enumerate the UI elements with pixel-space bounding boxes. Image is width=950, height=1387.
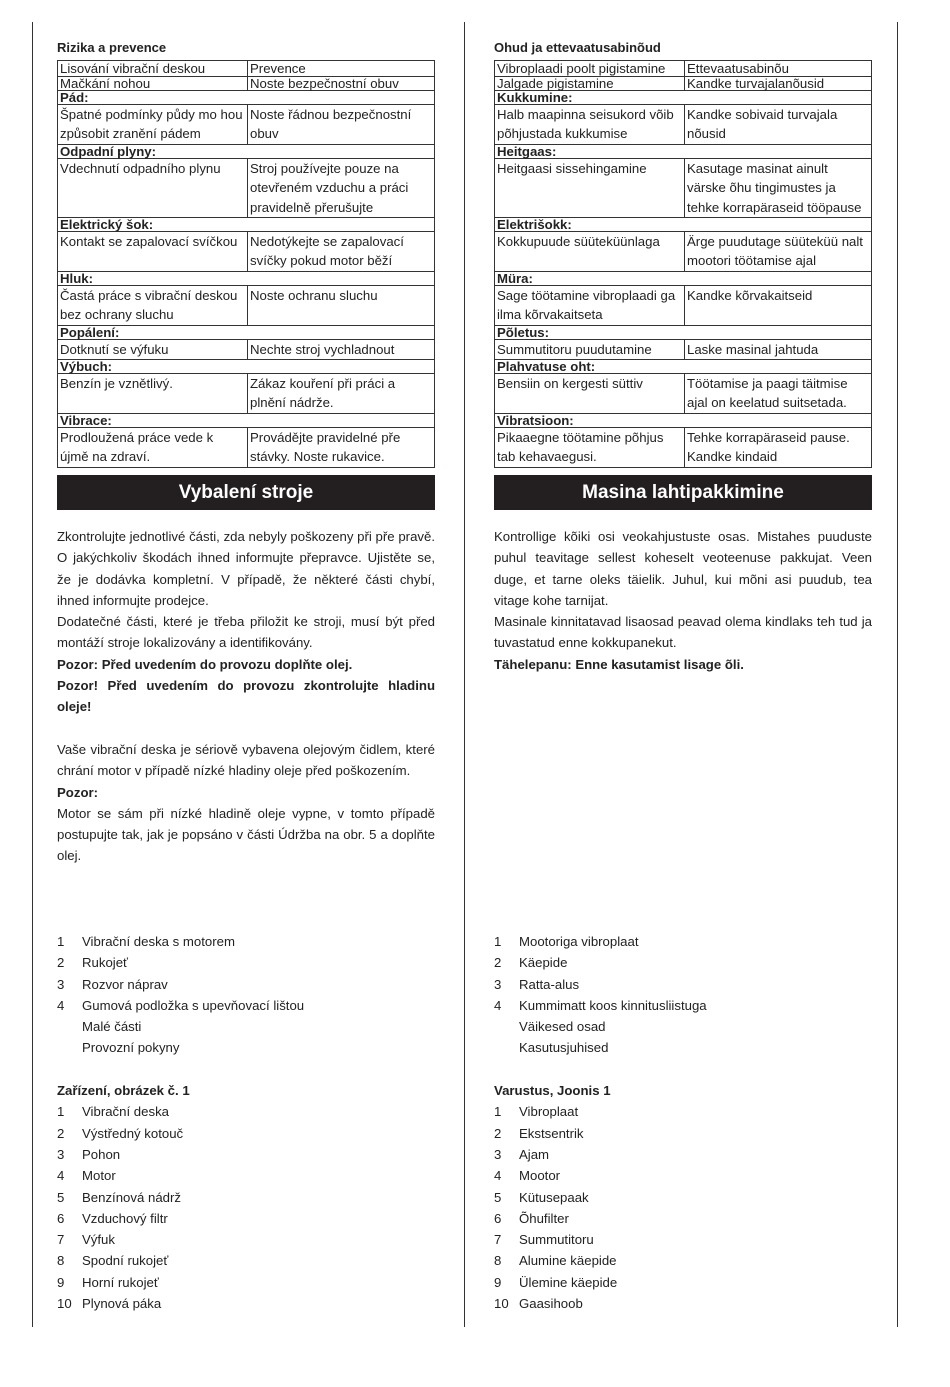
- risk-table-row: [495, 339, 872, 359]
- risk-group-heading: Hluk:: [58, 271, 435, 285]
- risk-table-header-cell: Ettevaatusabinõu: [685, 61, 872, 77]
- risk-group-row: [58, 144, 435, 158]
- risk-cell: Kasutage masinat ainult värske õhu tingimustes ja tehke korrapäraseid tööpause: [685, 158, 872, 217]
- item-text: Výfuk: [82, 1232, 115, 1248]
- delivery-extra-item: Väikesed osad: [519, 1019, 606, 1035]
- risk-group-heading: Elektrický šok:: [58, 218, 435, 232]
- left-margin-rule: [32, 22, 33, 1327]
- delivery-list-item: [57, 931, 435, 952]
- risk-group-row: [495, 325, 872, 339]
- item-text: Alumine käepide: [519, 1253, 617, 1269]
- risk-group-heading: Pád:: [58, 91, 435, 105]
- paragraph: Zkontrolujte jednotlivé části, zda nebyly poškozeny při pře pravě. O jakýchkoliv škodách ihned informujte přepravce. Ujistěte se, že je dodávka kompletní. V případě, že některé části chybí, ihned informujte prodejce.: [57, 529, 435, 608]
- delivery-list: [57, 931, 435, 1314]
- item-number: 4: [57, 1168, 65, 1184]
- equipment-list-item: [494, 1187, 872, 1208]
- risk-group-heading: Vibratsioon:: [495, 413, 872, 427]
- item-number: 9: [57, 1274, 65, 1290]
- risk-group-heading: Elektrišokk:: [495, 218, 872, 232]
- paragraph: Kontrollige kõiki osi veokahjustuste osas. Mistahes puuduste puhul teavitage sellest koheselt veoteenuse pakkujat. Veen duge, et tarne oleks täielik. Juhul, kui mõni asi puudub, tea vitage kohe tarnijat.: [494, 529, 872, 608]
- risk-cell: Bensiin on kergesti süttiv: [495, 374, 685, 414]
- risk-group-heading: Výbuch:: [58, 360, 435, 374]
- equipment-list-item: [57, 1229, 435, 1250]
- risk-group-row: [495, 144, 872, 158]
- item-text: Vibrační deska: [82, 1104, 169, 1120]
- item-number: 6: [494, 1210, 502, 1226]
- equipment-list-item: [57, 1144, 435, 1165]
- risk-table-row: [495, 285, 872, 325]
- item-number: 1: [57, 934, 65, 949]
- risk-table-row: [495, 232, 872, 272]
- delivery-list-item: [494, 931, 872, 952]
- equipment-list-item: [494, 1101, 872, 1122]
- risk-table-row: [495, 77, 872, 91]
- risk-cell: Töötamise ja paagi täitmise ajal on keelatud suitsetada.: [685, 374, 872, 414]
- item-text: Spodní rukojeť: [82, 1253, 169, 1269]
- risk-cell: Nechte stroj vychladnout: [248, 339, 435, 359]
- risk-group-row: [58, 360, 435, 374]
- item-number: 2: [494, 1125, 502, 1141]
- item-text: Výstředný kotouč: [82, 1125, 184, 1141]
- equipment-list-item: [57, 1101, 435, 1122]
- item-number: 1: [494, 934, 502, 949]
- risk-cell: Noste bezpečnostní obuv: [248, 77, 435, 91]
- item-number: 7: [494, 1232, 502, 1248]
- item-text: Kummimatt koos kinnitusliistuga: [519, 997, 707, 1013]
- delivery-list-item: [494, 995, 872, 1016]
- risk-group-row: [58, 413, 435, 427]
- item-number: 10: [57, 1296, 72, 1312]
- equipment-title: Varustus, Joonis 1: [494, 1083, 611, 1099]
- warning-paragraph: Pozor! Před uvedením do provozu zkontrolujte hladinu oleje!: [57, 678, 435, 715]
- risk-cell: Špatné podmínky půdy mo hou způsobit zranění pádem: [58, 105, 248, 145]
- risk-table-row: [58, 158, 435, 217]
- item-text: Motor: [82, 1168, 116, 1184]
- unpacking-text: [57, 526, 435, 867]
- risk-cell: Tehke korrapäraseid pause. Kandke kindaid: [685, 427, 872, 467]
- item-number: 1: [57, 1104, 65, 1120]
- item-number: 8: [494, 1253, 502, 1269]
- risk-table-header-cell: Lisování vibrační deskou: [58, 61, 248, 77]
- item-text: Ülemine käepide: [519, 1274, 618, 1290]
- risk-table-row: [58, 285, 435, 325]
- risk-table-row: [495, 427, 872, 467]
- item-text: Horní rukojeť: [82, 1274, 159, 1290]
- item-text: Rukojeť: [82, 955, 128, 971]
- item-text: Ajam: [519, 1146, 550, 1162]
- item-number: 10: [494, 1296, 509, 1312]
- risk-group-heading: Heitgaas:: [495, 144, 872, 158]
- right-margin-rule: [897, 22, 898, 1327]
- risk-table-row: [495, 105, 872, 145]
- risk-cell: Častá práce s vibrační deskou bez ochrany sluchu: [58, 285, 248, 325]
- equipment-list-item: [494, 1165, 872, 1186]
- item-number: 5: [57, 1189, 65, 1205]
- item-text: Rozvor náprav: [82, 976, 168, 992]
- risk-group-row: [58, 325, 435, 339]
- risk-table-row: [58, 339, 435, 359]
- risk-cell: Pikaaegne töötamine põhjus tab kehavaegusi.: [495, 427, 685, 467]
- risk-group-row: [58, 218, 435, 232]
- unpacking-banner: Vybalení stroje: [57, 475, 435, 510]
- item-number: 5: [494, 1189, 502, 1205]
- risk-cell: Nedotýkejte se zapalovací svíčky pokud motor běží: [248, 232, 435, 272]
- risk-table-row: [495, 158, 872, 217]
- risk-table: [57, 60, 435, 468]
- risk-cell: Kontakt se zapalovací svíčkou: [58, 232, 248, 272]
- risk-table-header-cell: Vibroplaadi poolt pigistamine: [495, 61, 685, 77]
- item-number: 4: [494, 997, 502, 1013]
- delivery-extra-item: Malé části: [82, 1019, 142, 1035]
- left-column: [57, 40, 435, 468]
- risk-cell: Kokkupuude süüteküünlaga: [495, 232, 685, 272]
- item-text: Ekstsentrik: [519, 1125, 584, 1141]
- item-number: 4: [57, 997, 65, 1013]
- item-number: 2: [494, 955, 502, 971]
- item-text: Vibroplaat: [519, 1104, 579, 1120]
- equipment-title: Zařízení, obrázek č. 1: [57, 1083, 190, 1099]
- delivery-list-item: [494, 952, 872, 973]
- delivery-extra-item: Provozní pokyny: [82, 1040, 180, 1056]
- risk-table-row: [58, 232, 435, 272]
- item-number: 3: [494, 1146, 502, 1162]
- paragraph: Dodatečné části, které je třeba přiložit ke stroji, musí být před montáží stroje lokalizovány a identifikovány.: [57, 614, 435, 651]
- center-divider-rule: [464, 22, 465, 1327]
- equipment-list-item: [57, 1123, 435, 1144]
- delivery-list-item: [57, 952, 435, 973]
- delivery-extra-item: Kasutusjuhised: [519, 1040, 609, 1056]
- paragraph: Motor se sám při nízké hladině oleje vypne, v tomto případě postupujte tak, jak je popsáno v části Údržba na obr. 5 a doplňte olej.: [57, 805, 435, 864]
- delivery-list-item: [57, 974, 435, 995]
- item-text: Käepide: [519, 955, 568, 971]
- risk-table: [494, 60, 872, 468]
- risk-group-row: [495, 271, 872, 285]
- risk-group-row: [495, 91, 872, 105]
- risk-cell: Heitgaasi sissehingamine: [495, 158, 685, 217]
- risk-group-heading: Popálení:: [58, 325, 435, 339]
- risk-cell: Provádějte pravidelné pře stávky. Noste rukavice.: [248, 427, 435, 467]
- risk-section-title: Ohud ja ettevaatusabinõud: [494, 40, 661, 55]
- risk-cell: Summutitoru puudutamine: [495, 339, 685, 359]
- warning-paragraph: Pozor:: [57, 784, 99, 800]
- warning-paragraph: Tähelepanu: Enne kasutamist lisage õli.: [494, 656, 744, 672]
- risk-group-row: [495, 360, 872, 374]
- risk-group-heading: Kukkumine:: [495, 91, 872, 105]
- risk-table-row: [58, 105, 435, 145]
- delivery-list: [494, 931, 872, 1314]
- risk-cell: Benzín je vznětlivý.: [58, 374, 248, 414]
- paragraph: Masinale kinnitatavad lisaosad peavad olema kindlaks teh tud ja tuvastatud enne kokkupanekut.: [494, 614, 872, 651]
- risk-table-row: [58, 374, 435, 414]
- risk-group-row: [58, 91, 435, 105]
- item-number: 6: [57, 1210, 65, 1226]
- risk-group-heading: Odpadní plyny:: [58, 144, 435, 158]
- item-text: Gaasihoob: [519, 1296, 583, 1312]
- risk-group-heading: Põletus:: [495, 325, 872, 339]
- item-text: Mootoriga vibroplaat: [519, 934, 639, 949]
- delivery-list-item: [57, 995, 435, 1016]
- equipment-list-item: [57, 1293, 435, 1314]
- risk-cell: Prodloužená práce vede k újmě na zdraví.: [58, 427, 248, 467]
- item-text: Plynová páka: [82, 1296, 162, 1312]
- equipment-list-item: [57, 1208, 435, 1229]
- risk-cell: Stroj používejte pouze na otevřeném vzduchu a práci pravidelně přerušujte: [248, 158, 435, 217]
- risk-cell: Kandke kõrvakaitseid: [685, 285, 872, 325]
- risk-table-row: [58, 427, 435, 467]
- risk-cell: Sage töötamine vibroplaadi ga ilma kõrvakaitseta: [495, 285, 685, 325]
- item-text: Õhufilter: [519, 1210, 569, 1226]
- risk-cell: Kandke turvajalanõusid: [685, 77, 872, 91]
- equipment-list-item: [494, 1144, 872, 1165]
- equipment-list-item: [57, 1272, 435, 1293]
- risk-table-row: [58, 77, 435, 91]
- item-text: Ratta-alus: [519, 976, 580, 992]
- risk-cell: Zákaz kouření při práci a plnění nádrže.: [248, 374, 435, 414]
- risk-cell: Jalgade pigistamine: [495, 77, 685, 91]
- delivery-list-item: [494, 974, 872, 995]
- risk-group-row: [495, 218, 872, 232]
- risk-cell: Kandke sobivaid turvajala nõusid: [685, 105, 872, 145]
- equipment-list-item: [494, 1123, 872, 1144]
- risk-group-heading: Vibrace:: [58, 413, 435, 427]
- item-number: 4: [494, 1168, 502, 1184]
- paragraph-spacer: [57, 718, 435, 739]
- risk-table-header-row: [58, 61, 435, 77]
- risk-section-title: Rizika a prevence: [57, 40, 167, 55]
- item-number: 2: [57, 955, 65, 971]
- risk-table-header-cell: Prevence: [248, 61, 435, 77]
- item-text: Kütusepaak: [519, 1189, 589, 1205]
- item-text: Pohon: [82, 1146, 121, 1162]
- equipment-list-item: [494, 1250, 872, 1271]
- risk-cell: Dotknutí se výfuku: [58, 339, 248, 359]
- risk-group-row: [58, 271, 435, 285]
- item-text: Vibrační deska s motorem: [82, 934, 235, 949]
- risk-cell: Noste ochranu sluchu: [248, 285, 435, 325]
- item-number: 3: [57, 1146, 65, 1162]
- risk-cell: Vdechnutí odpadního plynu: [58, 158, 248, 217]
- item-number: 7: [57, 1232, 65, 1248]
- equipment-list-item: [57, 1187, 435, 1208]
- paragraph: Vaše vibrační deska je sériově vybavena olejovým čidlem, které chrání motor v případě nízké hladiny oleje před poškozením.: [57, 741, 435, 779]
- item-number: 1: [494, 1104, 502, 1120]
- risk-cell: Noste řádnou bezpečnostní obuv: [248, 105, 435, 145]
- item-text: Summutitoru: [519, 1232, 594, 1248]
- risk-cell: Ärge puudutage süüteküü nalt mootori töötamise ajal: [685, 232, 872, 272]
- equipment-list-item: [494, 1293, 872, 1314]
- item-number: 3: [57, 976, 65, 992]
- equipment-list-item: [57, 1165, 435, 1186]
- item-number: 3: [494, 976, 502, 992]
- item-text: Gumová podložka s upevňovací lištou: [82, 997, 305, 1013]
- risk-cell: Laske masinal jahtuda: [685, 339, 872, 359]
- item-text: Benzínová nádrž: [82, 1189, 181, 1205]
- risk-cell: Mačkání nohou: [58, 77, 248, 91]
- risk-table-header-row: [495, 61, 872, 77]
- equipment-list-item: [494, 1229, 872, 1250]
- risk-group-heading: Plahvatuse oht:: [495, 360, 872, 374]
- risk-table-row: [495, 374, 872, 414]
- equipment-list-item: [494, 1272, 872, 1293]
- right-column: [494, 40, 872, 468]
- equipment-list-item: [57, 1250, 435, 1271]
- item-text: Mootor: [519, 1168, 561, 1184]
- warning-paragraph: Pozor: Před uvedením do provozu doplňte olej.: [57, 656, 353, 672]
- item-number: 2: [57, 1125, 65, 1141]
- unpacking-banner: Masina lahtipakkimine: [494, 475, 872, 510]
- item-number: 8: [57, 1253, 65, 1269]
- equipment-list-item: [494, 1208, 872, 1229]
- unpacking-text: [494, 526, 872, 675]
- risk-cell: Halb maapinna seisukord võib põhjustada kukkumise: [495, 105, 685, 145]
- item-text: Vzduchový filtr: [82, 1210, 168, 1226]
- item-number: 9: [494, 1274, 502, 1290]
- risk-group-heading: Müra:: [495, 271, 872, 285]
- risk-group-row: [495, 413, 872, 427]
